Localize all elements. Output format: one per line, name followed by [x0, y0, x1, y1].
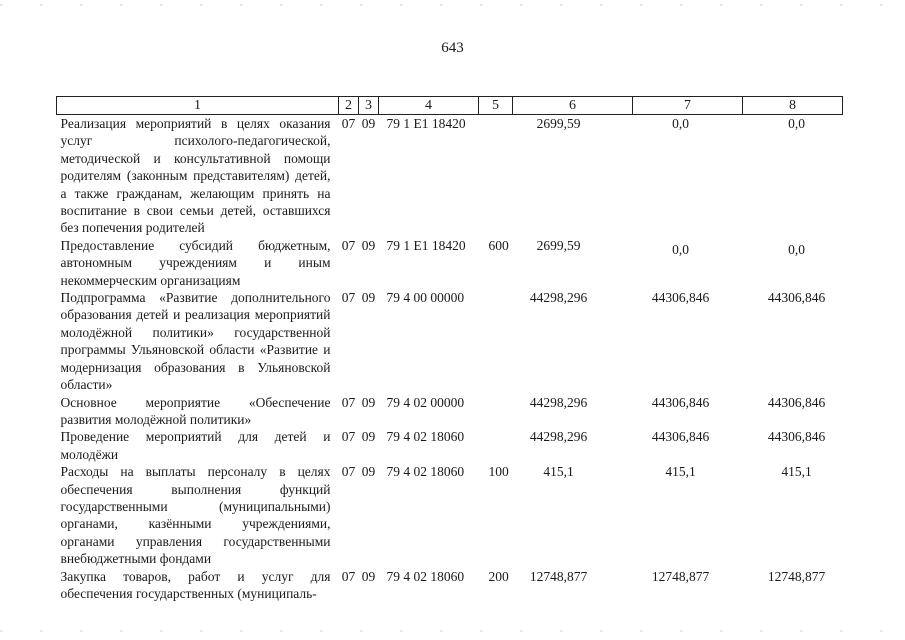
- row-value-col6: 415,1: [543, 464, 574, 480]
- column-header: 5: [479, 97, 513, 115]
- table-row: [57, 237, 843, 289]
- row-name: Закупка товаров, работ и услуг для обеспечения государственных (муниципаль-: [60, 568, 331, 601]
- budget-table-container: [56, 96, 842, 602]
- scan-top-edge: [0, 4, 905, 6]
- row-subsection: 09: [361, 237, 376, 253]
- column-header: 8: [743, 97, 843, 115]
- page-number: 643: [441, 40, 464, 56]
- row-expense-type: [479, 289, 513, 393]
- row-subsection: 09: [361, 429, 376, 445]
- row-value-col7: 44306,846: [651, 394, 710, 410]
- row-value-col7: 12748,877: [651, 568, 710, 584]
- column-header: 6: [513, 97, 633, 115]
- row-target-code: 79 4 00 00000: [386, 290, 465, 306]
- column-header: 4: [379, 97, 479, 115]
- table-row: [57, 428, 843, 463]
- row-section: 07: [341, 290, 356, 306]
- row-value-col7: 0,0: [672, 116, 689, 131]
- row-expense-type: 600: [488, 237, 509, 253]
- row-value-col7: 44306,846: [651, 290, 710, 306]
- row-section: 07: [341, 394, 356, 410]
- row-value-col6: 12748,877: [529, 568, 588, 584]
- row-expense-type: [479, 115, 513, 237]
- row-subsection: 09: [361, 394, 376, 410]
- row-value-col6: 44298,296: [529, 394, 588, 410]
- scan-bottom-edge: [0, 630, 905, 632]
- row-name: Проведение мероприятий для детей и молодёжи: [60, 429, 331, 462]
- table-row: [57, 115, 843, 237]
- row-subsection: 09: [361, 568, 376, 584]
- row-expense-type: [479, 428, 513, 463]
- column-header: 2: [339, 97, 359, 115]
- column-header: 3: [359, 97, 379, 115]
- row-target-code: 79 4 02 18060: [386, 464, 465, 480]
- row-section: 07: [341, 237, 356, 253]
- row-value-col8: 0,0: [788, 116, 805, 131]
- table-row: [57, 568, 843, 603]
- row-value-col8: 44306,846: [767, 290, 826, 306]
- table-row: [57, 463, 843, 567]
- row-value-col7: 415,1: [665, 464, 696, 480]
- row-target-code: 79 1 E1 18420: [386, 116, 466, 131]
- row-section: 07: [341, 429, 356, 445]
- row-name: Основное мероприятие «Обеспечение развития молодёжной политики»: [60, 394, 331, 427]
- budget-table: [56, 96, 843, 602]
- column-number-row: [57, 97, 843, 115]
- row-value-col8: 0,0: [788, 241, 805, 257]
- row-subsection: 09: [361, 116, 376, 131]
- row-name: Предоставление субсидий бюджетным, автономным учреждениям и иным некоммерческим организациям: [60, 237, 331, 288]
- row-target-code: 79 4 02 18060: [386, 568, 465, 584]
- column-header: 7: [633, 97, 743, 115]
- row-target-code: 79 1 E1 18420: [386, 237, 466, 253]
- table-row: [57, 394, 843, 429]
- row-expense-type: 100: [488, 464, 509, 480]
- row-subsection: 09: [361, 290, 376, 306]
- row-section: 07: [341, 116, 356, 131]
- row-value-col6: 2699,59: [536, 116, 581, 131]
- row-section: 07: [341, 464, 356, 480]
- row-value-col8: 44306,846: [767, 429, 826, 445]
- table-row: [57, 289, 843, 393]
- row-name: Расходы на выплаты персоналу в целях обеспечения выполнения функций государственными (муниципальными) органами, казёнными учреждениями, органами управления государственными внебюджетными фондами: [60, 464, 331, 567]
- row-subsection: 09: [361, 464, 376, 480]
- row-expense-type: [479, 394, 513, 429]
- row-target-code: 79 4 02 18060: [386, 429, 465, 445]
- row-value-col8: 44306,846: [767, 394, 826, 410]
- row-section: 07: [341, 568, 356, 584]
- row-value-col7: 44306,846: [651, 429, 710, 445]
- row-target-code: 79 4 02 00000: [386, 394, 465, 410]
- row-value-col7: 0,0: [672, 241, 689, 257]
- row-value-col6: 2699,59: [536, 237, 581, 253]
- row-expense-type: 200: [488, 568, 509, 584]
- row-name: Реализация мероприятий в целях оказания услуг психолого-педагогической, методической и консультативной помощи родителям (законным представителям) детей, а также гражданам, желающим принять на воспитание в свои семьи детей, оставшихся без попечения родителей: [60, 116, 331, 236]
- row-value-col6: 44298,296: [529, 429, 588, 445]
- row-value-col8: 12748,877: [767, 568, 826, 584]
- row-value-col6: 44298,296: [529, 290, 588, 306]
- row-name: Подпрограмма «Развитие дополнительного образования детей и реализация мероприятий молодёжной политики» государственной программы Ульяновской области «Развитие и модернизация образования в Ульяновской области»: [60, 290, 331, 393]
- column-header: 1: [57, 97, 339, 115]
- row-value-col8: 415,1: [781, 464, 812, 480]
